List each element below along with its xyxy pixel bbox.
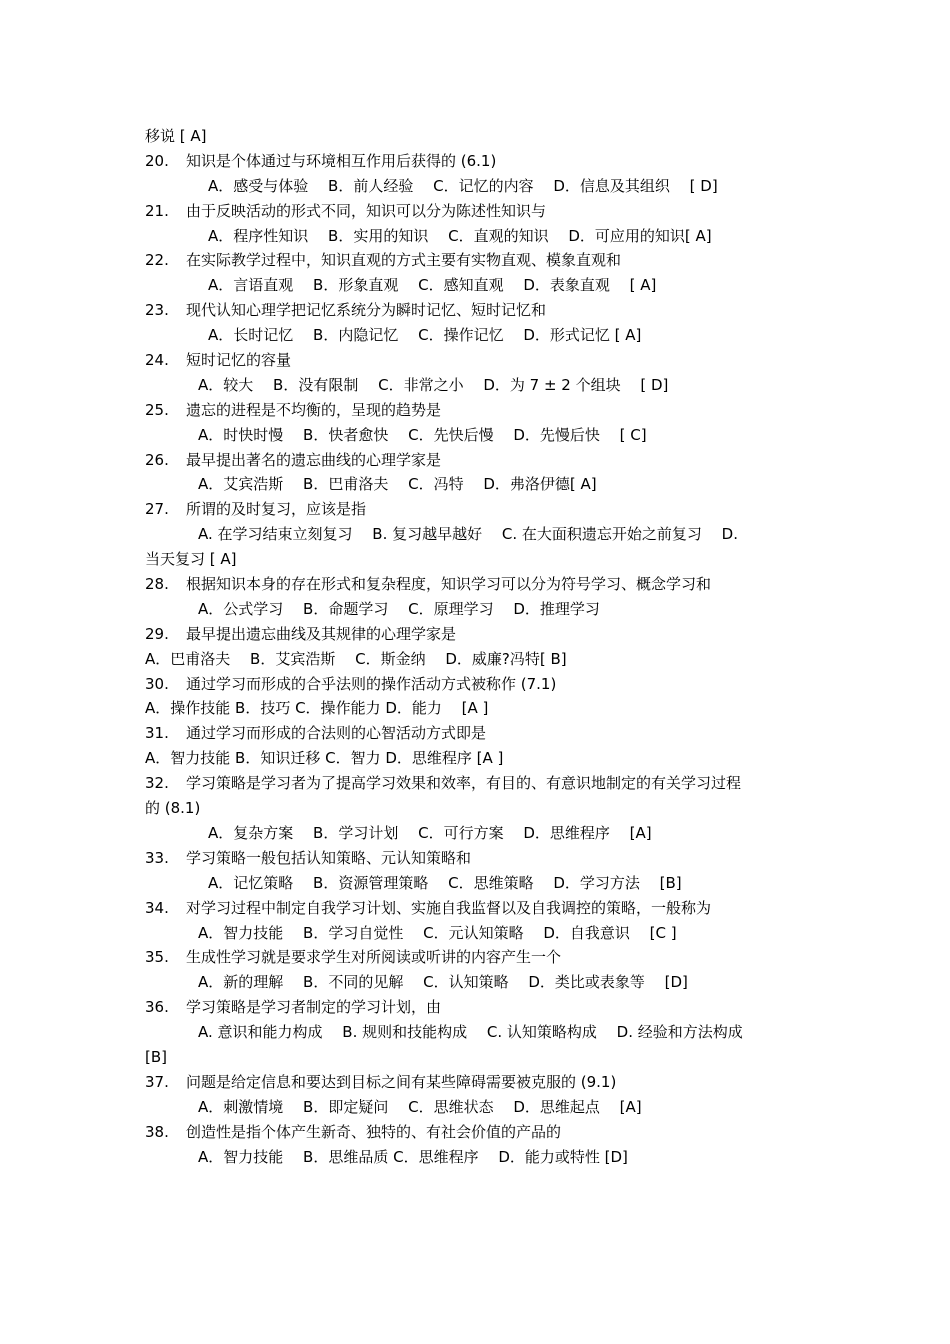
question-line [0,721,950,746]
question-line [0,771,950,796]
question-text: 学习策略是学习者制定的学习计划，由 [186,998,442,1017]
question-text: 短时记忆的容量 [186,351,292,370]
question-number: 31. [145,724,169,743]
options-line: A．公式学习 B．命题学习 C．原理学习 D．推理学习 [198,599,600,618]
options-line: A．艾宾浩斯 B．巴甫洛夫 C．冯特 D．弗洛伊德[ A] [198,475,597,494]
question-number: 26. [145,450,169,469]
options-line: A．刺激情境 B．即定疑问 C．思维状态 D．思维起点 [A] [198,1097,642,1116]
question-line [0,945,950,970]
question-text: 创造性是指个体产生新奇、独特的、有社会价值的产品的 [186,1122,562,1141]
continuation-line: 当天复习 [ A] [145,550,237,569]
question-text: 学习策略是学习者为了提高学习效果和效率，有目的、有意识地制定的有关学习过程 [186,774,742,793]
question-number: 38. [145,1122,169,1141]
question-text: 所谓的及时复习，应该是指 [186,500,367,519]
question-line [0,497,950,522]
question-line [0,622,950,647]
question-line [0,199,950,224]
question-number: 33. [145,848,169,867]
question-number: 23. [145,301,169,320]
options-line: A．较大 B．没有限制 C．非常之小 D．为 7 ± 2 个组块 [ D] [198,375,669,394]
question-line [0,298,950,323]
options-line: A．新的理解 B．不同的见解 C．认知策略 D．类比或表象等 [D] [198,973,688,992]
document-page [0,124,950,1169]
options-line: A．操作技能 B．技巧 C．操作能力 D．能力 [A ] [145,699,489,718]
options-line: A. 在学习结束立刻复习 B. 复习越早越好 C. 在大面积遗忘开始之前复习 D. [198,525,738,544]
question-text: 最早提出著名的遗忘曲线的心理学家是 [186,450,442,469]
options-line: A．智力技能 B．知识迁移 C．智力 D．思维程序 [A ] [145,749,504,768]
question-text: 由于反映活动的形式不同，知识可以分为陈述性知识与 [186,201,547,220]
question-text: 对学习过程中制定自我学习计划、实施自我监督以及自我调控的策略，一般称为 [186,898,712,917]
question-text: 知识是个体通过与环境相互作用后获得的 (6.1) [186,151,497,170]
question-number: 25. [145,400,169,419]
continuation-line: 的 (8.1) [145,799,201,818]
question-text: 在实际教学过程中，知识直观的方式主要有实物直观、模象直观和 [186,251,622,270]
question-line [0,1120,950,1145]
question-text: 通过学习而形成的合乎法则的操作活动方式被称作 (7.1) [186,674,557,693]
question-text: 问题是给定信息和要达到目标之间有某些障碍需要被克服的 (9.1) [186,1072,617,1091]
question-text: 最早提出遗忘曲线及其规律的心理学家是 [186,624,457,643]
options-line: A．程序性知识 B．实用的知识 C．直观的知识 D．可应用的知识[ A] [208,226,712,245]
question-text: 遗忘的进程是不均衡的，呈现的趋势是 [186,400,442,419]
question-number: 35. [145,948,169,967]
question-line [0,846,950,871]
options-line: A．时快时慢 B．快者愈快 C．先快后慢 D．先慢后快 [ C] [198,425,647,444]
continuation-line: [B] [145,1047,167,1066]
options-line: A．感受与体验 B．前人经验 C．记忆的内容 D．信息及其组织 [ D] [208,176,718,195]
question-text: 通过学习而形成的合法则的心智活动方式即是 [186,724,487,743]
question-line [0,572,950,597]
question-text: 学习策略一般包括认知策略、元认知策略和 [186,848,472,867]
options-line: A．复杂方案 B．学习计划 C．可行方案 D．思维程序 [A] [208,823,652,842]
options-line: A．巴甫洛夫 B．艾宾浩斯 C．斯金纳 D．威廉?冯特[ B] [145,649,567,668]
options-line: A. 意识和能力构成 B. 规则和技能构成 C. 认知策略构成 D. 经验和方法构成 [198,1023,743,1042]
continuation-line: 移说 [ A] [145,127,207,145]
question-number: 22. [145,251,169,270]
options-line: A．言语直观 B．形象直观 C．感知直观 D．表象直观 [ A] [208,276,657,295]
question-number: 20. [145,151,169,170]
options-line: A．智力技能 B．思维品质 C．思维程序 D．能力或特性 [D] [198,1147,628,1166]
question-number: 34. [145,898,169,917]
question-number: 37. [145,1072,169,1091]
question-text: 根据知识本身的存在形式和复杂程度，知识学习可以分为符号学习、概念学习和 [186,575,712,594]
question-number: 30. [145,674,169,693]
question-line [0,896,950,921]
question-number: 24. [145,351,169,370]
question-number: 21. [145,201,169,220]
options-line: A．长时记忆 B．内隐记忆 C．操作记忆 D．形式记忆 [ A] [208,326,642,345]
question-number: 36. [145,998,169,1017]
question-number: 29. [145,624,169,643]
question-number: 27. [145,500,169,519]
question-line [0,448,950,473]
question-text: 现代认知心理学把记忆系统分为瞬时记忆、短时记忆和 [186,301,547,320]
question-number: 28. [145,575,169,594]
question-line [0,248,950,273]
question-line [0,149,950,174]
question-line [0,398,950,423]
options-line: A．智力技能 B．学习自觉性 C．元认知策略 D．自我意识 [C ] [198,923,677,942]
question-line [0,348,950,373]
options-line: A．记忆策略 B．资源管理策略 C．思维策略 D．学习方法 [B] [208,873,682,892]
question-text: 生成性学习就是要求学生对所阅读或听讲的内容产生一个 [186,948,562,967]
question-line [0,995,950,1020]
question-number: 32. [145,774,169,793]
question-line [0,1070,950,1095]
question-line [0,672,950,697]
